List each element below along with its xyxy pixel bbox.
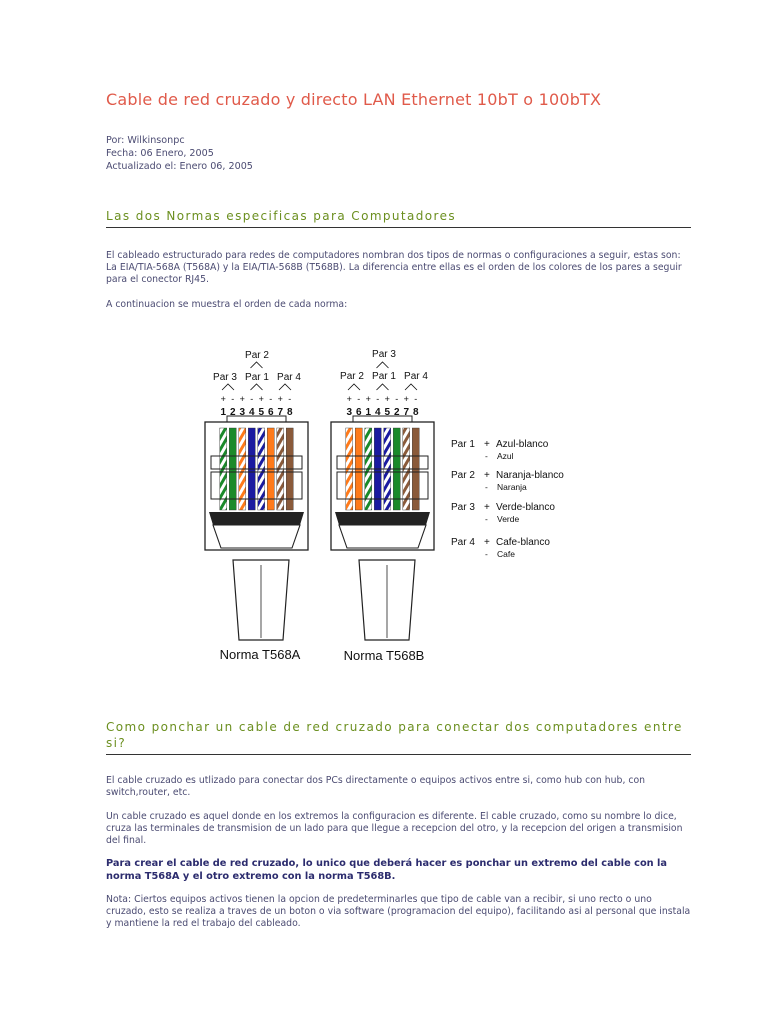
plug-body [205,416,308,640]
connector-t568b [331,349,434,663]
paragraph-cable-cruzado: El cable cruzado es utlizado para conectar dos PCs directamente o equipos activos entre si, como hub con hub, con switch,router, etc. [106,775,646,799]
legend-color-plus: Naranja-blanco [496,470,564,481]
legend-plus: + [484,470,490,481]
polarity-row [221,394,292,404]
pin-number: 7 [403,407,410,418]
latch-band [337,456,428,469]
strain-band [337,472,428,499]
legend-row-par-3 [451,502,555,524]
pin-number: 1 [365,407,372,418]
legend-color-minus: Verde [497,514,520,524]
pin-number: 7 [277,407,284,418]
legend-row-par-2 [451,470,564,492]
pair-color-legend [451,439,564,559]
date-line: Fecha: 06 Enero, 2005 [106,148,214,159]
boot [339,525,426,548]
legend-par: Par 1 [451,439,475,450]
pin-number: 4 [248,407,255,418]
cable-jacket [233,560,289,640]
wire-green-stripe [220,428,227,510]
par-3-label: Par 3 [213,372,237,383]
polarity-sign: + [346,394,352,404]
norma-t568b-label: Norma T568B [343,648,425,663]
updated-line: Actualizado el: Enero 06, 2005 [106,161,253,172]
polarity-sign: + [384,394,390,404]
legend-plus: + [484,537,490,548]
legend-color-plus: Verde-blanco [496,502,555,513]
wire-orange-stripe [239,428,246,510]
polarity-sign: + [239,394,245,404]
plug-top-lip [353,416,412,422]
legend-plus: + [484,502,490,513]
paragraph-nota: Nota: Ciertos equipos activos tienen la opcion de predeterminarles que tipo de cable van a recibir, si uno recto o uno cruzado, esto se realiza a traves de un boton o via software (programacion del equipo), facilitando asi al personal que instala y mantiene la red el trabajo del cableado. [106,894,691,930]
strain-band [211,472,302,499]
pin-number: 4 [374,407,381,418]
polarity-sign: - [250,394,254,404]
connector-t568a [205,350,308,662]
polarity-sign: - [395,394,399,404]
paragraph-instrucciones: Para crear el cable de red cruzado, lo unico que deberá hacer es ponchar un extremo del cable con la norma T568A y el otro extremo con la norma T568B. [106,858,668,882]
pin-number: 8 [286,407,293,418]
legend-par: Par 3 [451,502,475,513]
pin-number-row [220,407,293,418]
paragraph-orden: A continuacion se muestra el orden de cada norma: [106,299,348,310]
wire-orange [267,428,274,510]
wire-blue-stripe [384,428,391,510]
wire-brown [412,428,419,510]
par-4-label: Par 4 [404,371,428,382]
norma-t568a-label: Norma T568A [219,647,301,662]
pair-caret [251,384,263,390]
pin-number: 5 [384,407,391,418]
polarity-sign: - [376,394,380,404]
par-4-label: Par 4 [277,372,301,383]
polarity-sign: - [288,394,292,404]
latch-band [211,456,302,469]
pin-number: 2 [393,407,400,418]
pair-caret [222,384,234,390]
section-heading-normas: Las dos Normas especificas para Computadores [106,208,691,228]
legend-color-plus: Azul-blanco [496,439,549,450]
wire-blue-stripe [258,428,265,510]
article-meta [106,134,253,173]
pin-number: 5 [258,407,265,418]
legend-par: Par 4 [451,537,475,548]
section-heading-ponchar: Como ponchar un cable de red cruzado para conectar dos computadores entre si? [106,719,691,755]
plug-top-lip [227,416,286,422]
legend-par: Par 2 [451,470,475,481]
wire-green [393,428,400,510]
polarity-sign: + [258,394,264,404]
pair-caret [279,384,291,390]
wire-green-stripe [365,428,372,510]
plug-housing [205,422,308,550]
pair-caret [377,384,389,390]
legend-minus: - [485,549,488,559]
pin-number: 6 [267,407,274,418]
wire-blue [248,428,255,510]
plug-body [331,416,434,640]
par-2-label: Par 2 [340,371,364,382]
polarity-sign: + [277,394,283,404]
wire-brown-stripe [277,428,284,510]
wire-orange-stripe [346,428,353,510]
boot [213,525,300,548]
legend-minus: - [485,451,488,461]
pin-number-row [346,407,419,418]
par-1-label: Par 1 [245,372,269,383]
wire-orange [355,428,362,510]
legend-plus: + [484,439,490,450]
pair-caret [405,384,417,390]
pair-caret [251,362,263,368]
par-2-label: Par 2 [245,350,269,361]
legend-minus: - [485,514,488,524]
legend-color-minus: Cafe [497,549,515,559]
paragraph-cableado: El cableado estructurado para redes de computadores nombran dos tipos de normas o configuraciones a seguir, estas son: La EIA/TIA-568A (T568A) y la EIA/TIA-568B (T568B). La diferencia entre ellas es el orden de los colores de los pares a seguir para el conector RJ45. [106,250,682,286]
pin-number: 3 [346,407,353,418]
polarity-sign: + [403,394,409,404]
polarity-row [347,394,418,404]
plug-housing [331,422,434,550]
pin-number: 2 [229,407,236,418]
wire-brown-stripe [403,428,410,510]
polarity-sign: - [414,394,418,404]
page-title: Cable de red cruzado y directo LAN Ethernet 10bT o 100bTX [106,90,602,109]
wire-brown [286,428,293,510]
legend-color-minus: Azul [497,451,514,461]
pin-number: 3 [239,407,246,418]
par-1-label: Par 1 [372,371,396,382]
pin-number: 8 [412,407,419,418]
legend-color-plus: Cafe-blanco [496,537,550,548]
legend-minus: - [485,482,488,492]
pair-carets [222,362,291,390]
pin-number: 1 [220,407,227,418]
polarity-sign: - [269,394,273,404]
wire-blue [374,428,381,510]
pair-carets [348,362,417,390]
wire-green [229,428,236,510]
pair-caret [348,384,360,390]
crimp-bar [209,512,304,525]
legend-color-minus: Naranja [497,482,527,492]
polarity-sign: - [231,394,235,404]
polarity-sign: - [357,394,361,404]
polarity-sign: + [365,394,371,404]
par-3-label: Par 3 [372,349,396,360]
pair-caret [377,362,389,368]
cable-jacket [359,560,415,640]
paragraph-extremos: Un cable cruzado es aquel donde en los extremos la configuracion es diferente. El cable cruzado, como su nombre lo dice, cruza las terminales de transmision de un lado para que llegue a recepcion del otro, y la recepcion del origen a transmision del final. [106,811,683,847]
legend-row-par-1 [451,439,549,461]
legend-row-par-4 [451,537,550,559]
polarity-sign: + [220,394,226,404]
author-line: Por: Wilkinsonpc [106,135,185,146]
crimp-bar [335,512,430,525]
pin-number: 6 [355,407,362,418]
